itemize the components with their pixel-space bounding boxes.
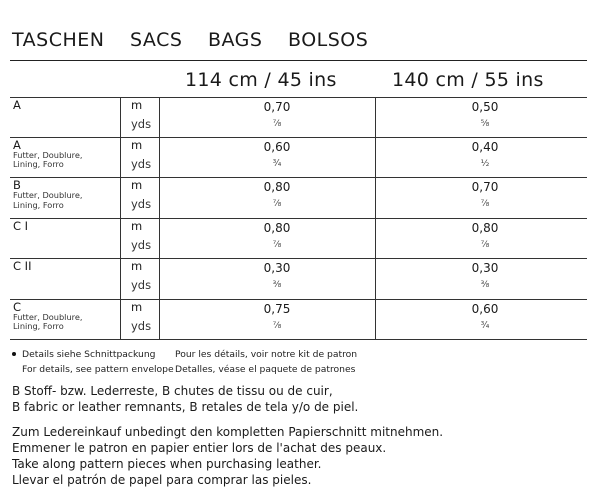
column-divider <box>375 178 376 218</box>
leather-line-es: Llevar el patrón de papel para comprar las pieles. <box>12 473 312 487</box>
title-en: BAGS <box>207 29 263 51</box>
lining-label <box>13 151 82 170</box>
table-row <box>10 97 587 138</box>
value-140-m: 0,40 <box>471 139 499 154</box>
lining-label-line: Lining, Forro <box>13 159 64 170</box>
value-140-m: 0,60 <box>471 301 499 316</box>
table-row <box>10 138 587 179</box>
table-row <box>10 219 587 260</box>
unit-m: m <box>131 299 143 314</box>
title-rule <box>10 60 587 61</box>
leather-line-fr: Emmener le patron en papier entier lors de l'achat des peaux. <box>12 441 387 455</box>
column-divider <box>159 138 160 178</box>
unit-yds: yds <box>131 237 152 252</box>
leather-note <box>12 424 443 488</box>
column-header-114: 114 cm / 45 ins <box>185 69 337 91</box>
unit-m: m <box>131 259 143 273</box>
page-title <box>12 29 387 51</box>
lining-label <box>13 191 82 210</box>
unit-yds: yds <box>131 278 152 292</box>
unit-m: m <box>131 137 143 152</box>
value-114-yds: ⅞ <box>272 199 282 209</box>
title-es: BOLSOS <box>288 29 369 51</box>
column-divider <box>120 98 121 137</box>
yardage-table <box>10 97 587 340</box>
value-114-m: 0,80 <box>263 220 291 235</box>
remnants-line-1: B Stoff- bzw. Lederreste, B chutes de tissu ou de cuir, <box>12 384 333 398</box>
column-divider <box>120 178 121 218</box>
unit-m: m <box>131 178 143 192</box>
value-140-yds: ⅞ <box>480 199 490 209</box>
value-114-m: 0,70 <box>263 100 291 114</box>
notes <box>12 347 358 377</box>
column-divider <box>120 259 121 299</box>
value-140-yds: ½ <box>480 158 490 169</box>
value-114-yds: ¾ <box>272 158 282 169</box>
column-divider <box>159 259 160 299</box>
view-label: C I <box>13 218 29 233</box>
unit-m: m <box>131 98 143 112</box>
value-140-yds: ⅜ <box>480 280 490 290</box>
remnants-line-2: B fabric or leather remnants, B retales de tela y/o de piel. <box>12 400 359 414</box>
view-label: A <box>13 98 21 112</box>
value-114-m: 0,80 <box>263 180 291 194</box>
note-de: Details siehe Schnittpackung <box>22 349 156 360</box>
column-header-140: 140 cm / 55 ins <box>392 69 544 91</box>
value-114-yds: ⅜ <box>272 280 282 290</box>
lining-label-line: Futter, Doublure, <box>13 311 83 322</box>
value-140-m: 0,80 <box>471 220 499 235</box>
value-140-m: 0,50 <box>471 100 499 114</box>
view-label: C II <box>13 259 32 273</box>
note-fr: Pour les détails, voir notre kit de patron <box>175 349 358 360</box>
title-fr: SACS <box>130 29 183 51</box>
value-114-yds: ⅞ <box>272 320 282 331</box>
value-140-m: 0,70 <box>471 180 499 194</box>
value-114-m: 0,30 <box>263 261 291 275</box>
column-divider <box>159 300 160 340</box>
note-en: For details, see pattern envelope <box>22 364 174 375</box>
unit-yds: yds <box>131 318 152 333</box>
lining-label-line: Lining, Forro <box>13 321 64 332</box>
column-divider <box>120 219 121 259</box>
column-divider <box>375 138 376 178</box>
value-140-yds: ⅞ <box>480 239 490 250</box>
title-de: TASCHEN <box>12 29 105 51</box>
column-divider <box>375 98 376 137</box>
value-114-yds: ⅞ <box>272 239 282 250</box>
bullet-icon <box>12 352 16 356</box>
table-row <box>10 259 587 300</box>
view-label: A <box>13 137 21 152</box>
leather-line-de: Zum Ledereinkauf unbedingt den kompletten Papierschnitt mitnehmen. <box>12 425 444 439</box>
remnants-note <box>12 383 358 415</box>
value-140-m: 0,30 <box>471 261 499 275</box>
unit-yds: yds <box>131 117 152 131</box>
value-140-yds: ⅝ <box>480 119 490 129</box>
table-row <box>10 300 587 341</box>
unit-yds: yds <box>131 156 152 171</box>
view-label: B <box>13 178 21 192</box>
column-divider <box>375 259 376 299</box>
lining-label-line: Lining, Forro <box>13 199 64 210</box>
value-114-yds: ⅞ <box>272 119 282 129</box>
note-es: Detalles, véase el paquete de patrones <box>175 364 356 375</box>
view-label: C <box>13 299 22 314</box>
value-114-m: 0,75 <box>263 301 291 316</box>
lining-label <box>13 313 82 332</box>
column-divider <box>120 138 121 178</box>
column-divider <box>159 178 160 218</box>
column-divider <box>159 98 160 137</box>
table-row <box>10 178 587 219</box>
lining-label-line: Futter, Doublure, <box>13 149 83 160</box>
value-140-yds: ¾ <box>480 320 490 331</box>
column-divider <box>120 300 121 340</box>
value-114-m: 0,60 <box>263 139 291 154</box>
leather-line-en: Take along pattern pieces when purchasing leather. <box>12 457 322 471</box>
lining-label-line: Futter, Doublure, <box>13 190 83 200</box>
unit-yds: yds <box>131 197 152 211</box>
unit-m: m <box>131 218 143 233</box>
column-divider <box>159 219 160 259</box>
column-divider <box>375 300 376 340</box>
column-divider <box>375 219 376 259</box>
